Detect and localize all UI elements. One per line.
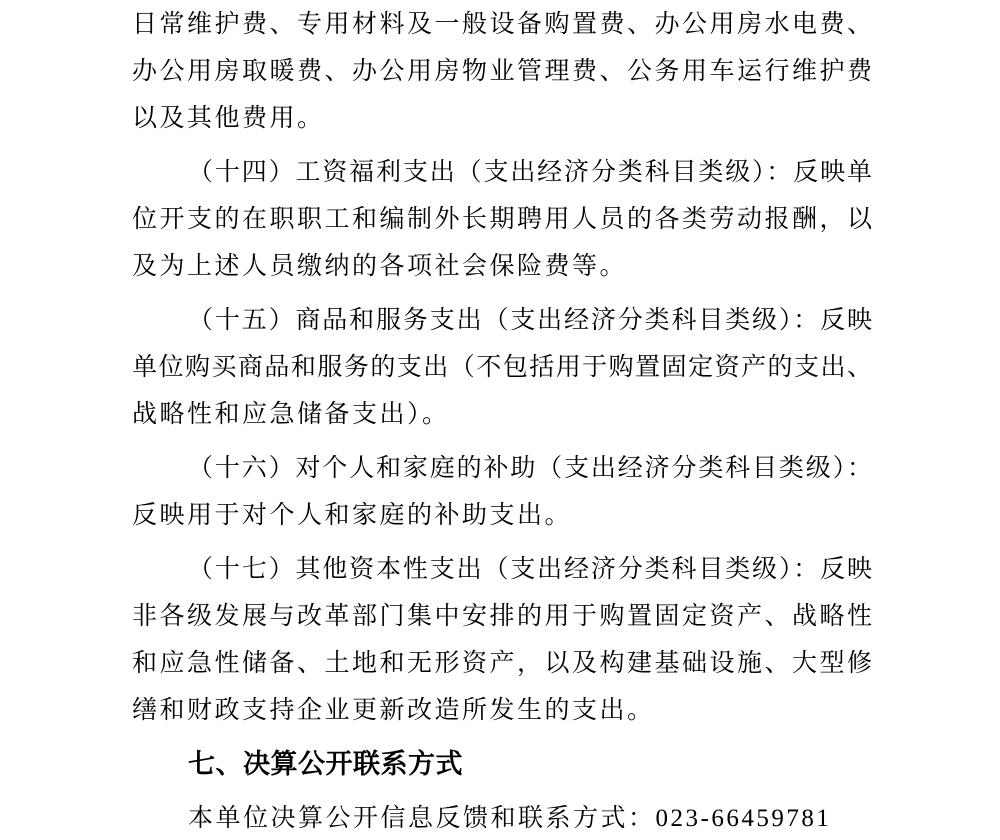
paragraph: [132, 445, 872, 539]
text-line: （十七）其他资本性支出（支出经济分类科目类级）：反映: [188, 556, 872, 583]
text-line: 办公用房取暖费、办公用房物业管理费、公务用车运行维护费: [132, 58, 872, 85]
text-line: 日常维护费、专用材料及一般设备购置费、办公用房水电费、: [132, 11, 872, 38]
paragraph: [132, 546, 872, 734]
paragraph: [132, 1, 872, 142]
text-line: 及为上述人员缴纳的各项社会保险费等。: [132, 253, 628, 280]
paragraph: [132, 149, 872, 290]
section-heading: [132, 741, 872, 788]
paragraph: [132, 795, 872, 840]
text-line: 本单位决算公开信息反馈和联系方式：023-66459781: [188, 805, 832, 832]
text-line: （十五）商品和服务支出（支出经济分类科目类级）：反映: [188, 307, 872, 334]
text-line: 缮和财政支持企业更新改造所发生的支出。: [132, 697, 655, 724]
document-body: [132, 1, 872, 840]
text-line: 位开支的在职职工和编制外长期聘用人员的各类劳动报酬，以: [132, 206, 872, 233]
text-line: 以及其他费用。: [132, 105, 325, 132]
text-line: 战略性和应急储备支出）。: [132, 401, 450, 428]
text-line: （十六）对个人和家庭的补助（支出经济分类科目类级）：: [188, 455, 872, 482]
paragraph: [132, 297, 872, 438]
text-line: （十四）工资福利支出（支出经济分类科目类级）：反映单: [188, 159, 872, 186]
text-line: 非各级发展与改革部门集中安排的用于购置固定资产、战略性: [132, 603, 872, 630]
text-line: 和应急性储备、土地和无形资产，以及构建基础设施、大型修: [132, 650, 872, 677]
text-line: 单位购买商品和服务的支出（不包括用于购置固定资产的支出、: [132, 354, 872, 381]
heading-text-line: 七、决算公开联系方式: [188, 749, 463, 779]
text-line: 反映用于对个人和家庭的补助支出。: [132, 502, 573, 529]
